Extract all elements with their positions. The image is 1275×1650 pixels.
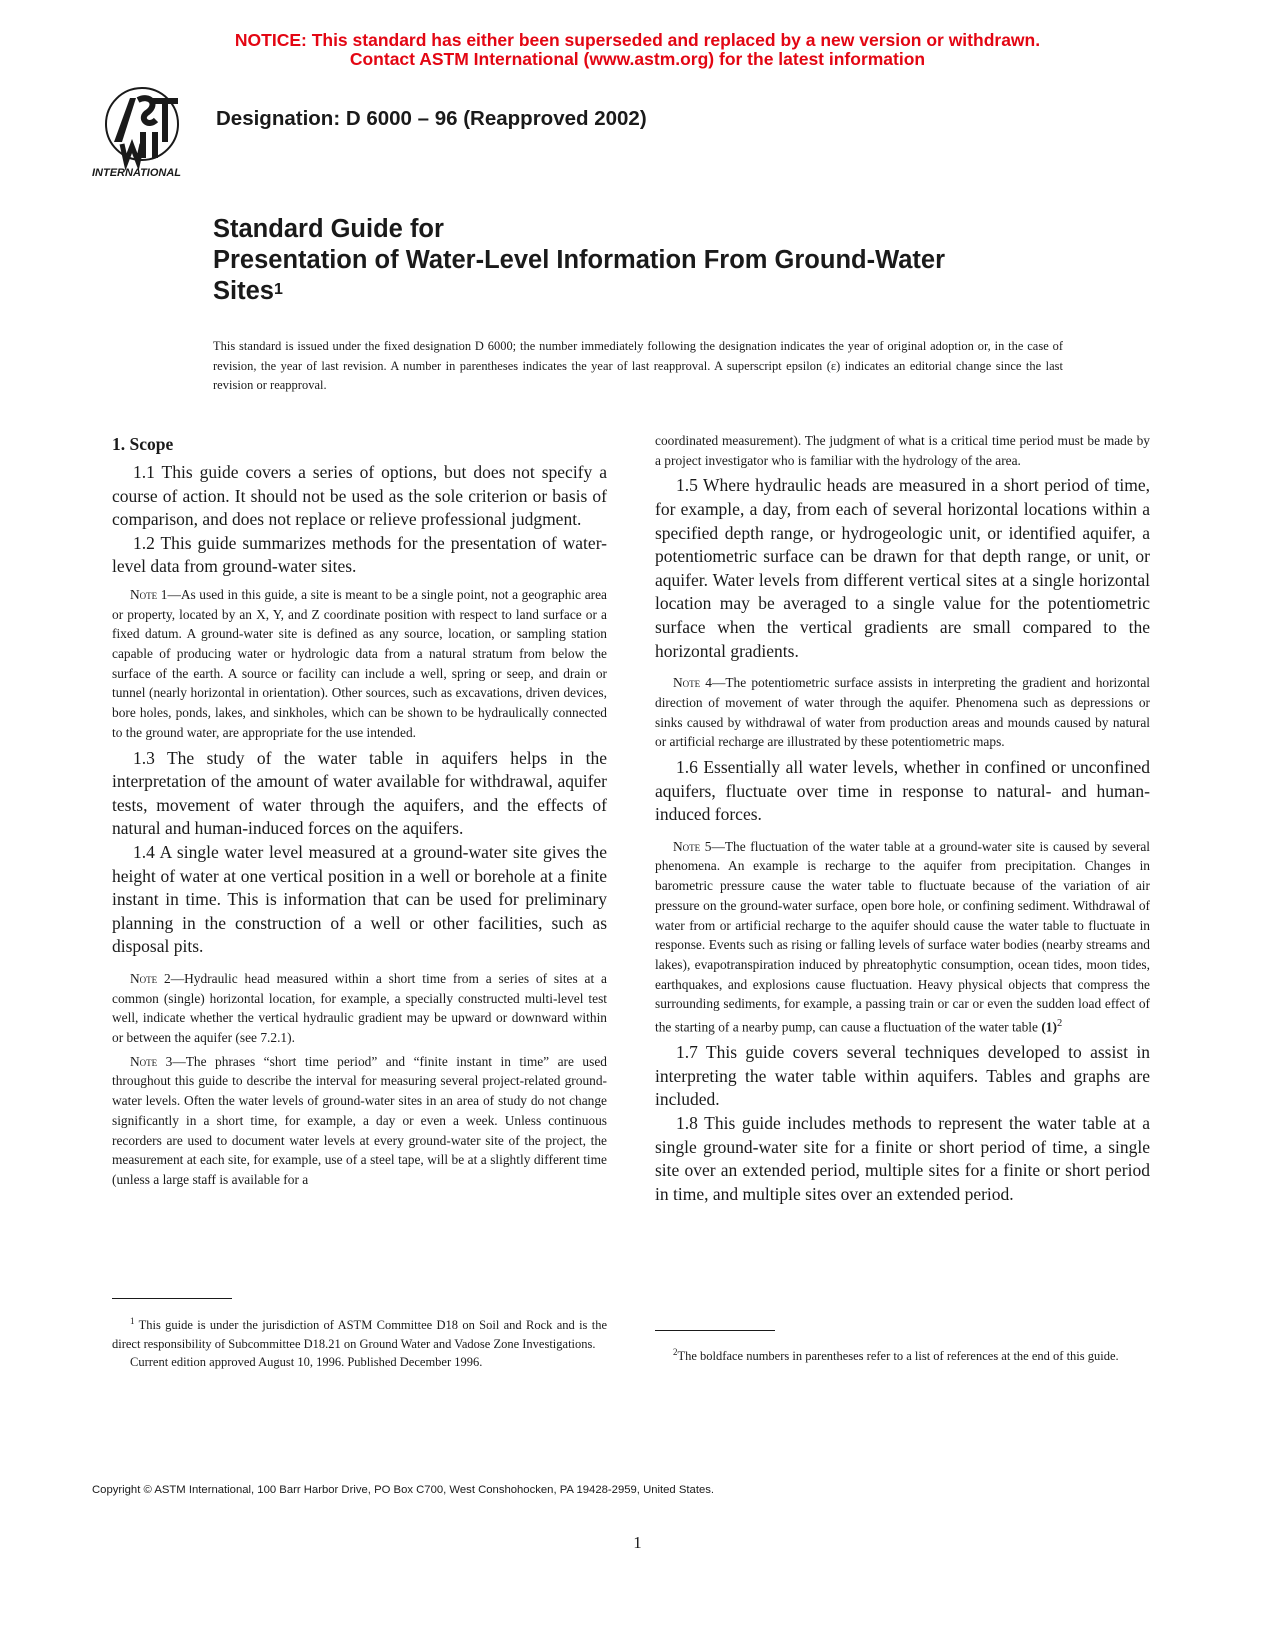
note-5	[655, 837, 1150, 1038]
note-1-label: Note 1	[130, 586, 168, 602]
page-number: 1	[633, 1533, 642, 1552]
paragraph-1-7: 1.7 This guide covers several techniques developed to assist in interpreting the water table within aquifers. Tables and graphs are included.	[655, 1042, 1150, 1110]
notice-banner	[0, 31, 1275, 69]
astm-logo-icon	[92, 84, 200, 180]
note-1-text: —As used in this guide, a site is meant to be a single point, not a geographic area or property, located by an X, Y, and Z coordinate position with respect to land surface or a fixed datum. A ground-water site is defined as any source, location, or sampling station capable of producing water or hydrologic data from a natural stratum from below the surface of the earth. A source or facility can include a well, spring or seep, and drain or tunnel (nearly horizontal in orientation). Other sources, such as excavations, driven devices, bore holes, ponds, lakes, and sinkholes, which can be shown to be hydraulically connected to the ground water, are appropriate for the use intended.	[112, 586, 607, 740]
note-3-text: —The phrases “short time period” and “finite instant in time” are used throughout this guide to describe the interval for measuring several project-related ground-water levels. Often the water levels of ground-water sites in an area of study do not change significantly in a short time, for example, a day or even a week. Unless continuous recorders are used to document water levels at every ground-water site of the project, the measurement at each site, for example, use of a steel tape, will be at a slightly different time (unless a large staff is available for a	[112, 1053, 607, 1187]
paragraph-1-1: 1.1 This guide covers a series of options, but does not specify a course of action. It should not be used as the sole criterion or basis of comparison, and does not replace or relieve professional judgment.	[112, 462, 607, 530]
note-4-label: Note 4	[673, 675, 712, 691]
note-5-footnote-mark: 2	[1056, 1018, 1063, 1030]
paragraph-1-3: 1.3 The study of the water table in aquifers helps in the interpretation of the amount of water available for withdrawal, aquifer tests, movement of water through the aquifers, and the effects of natural and human-induced forces on the aquifers.	[112, 747, 607, 839]
note-5-reference: (1)	[1041, 1019, 1057, 1035]
note-2	[112, 969, 607, 1048]
footnote-divider-right	[655, 1330, 775, 1331]
title-line-1: Standard Guide for	[213, 215, 444, 243]
title-line-3	[213, 276, 1193, 307]
designation: Designation: D 6000 – 96 (Reapproved 2002)	[216, 107, 647, 130]
footnote-2-text: The boldface numbers in parentheses refer to a list of references at the end of this guide.	[677, 1349, 1119, 1364]
copyright: Copyright © ASTM International, 100 Barr Harbor Drive, PO Box C700, West Conshohocken, PA 19428-2959, United States.	[92, 1484, 715, 1496]
title-footnote-mark: 1	[273, 281, 283, 298]
note-5-text: —The fluctuation of the water table at a ground-water site is caused by several phenomena. An example is recharge to the aquifer from precipitation. Changes in barometric pressure cause the water table to fluctuate because of the variation of air pressure on the ground-water surface, open bore hole, or confining sediment. Withdrawal of water from or artificial recharge to the aquifer should cause the water table to fluctuate in response. Events such as rising or falling levels of surface water bodies (nearby streams and lakes), evapotranspiration induced by phreatophytic consumption, ocean tides, moon tides, earthquakes, and explosions cause fluctuation. Heavy physical objects that compress the surrounding sediments, for example, a passing train or car or even the sudden load effect of the starting of a nearby pump, can cause a fluctuation of the water table	[655, 838, 1150, 1035]
footnote-1-text: This guide is under the jurisdiction of ASTM Committee D18 on Soil and Rock and is the direct responsibility of Subcommittee D18.21 on Ground Water and Vadose Zone Investigations.	[112, 1318, 607, 1351]
title-line-3-text: Sites	[213, 277, 274, 305]
note-1	[112, 585, 607, 743]
footnote-divider-left	[112, 1298, 232, 1299]
footnotes-right	[655, 1343, 1150, 1366]
paragraph-1-5: 1.5 Where hydraulic heads are measured in a short period of time, for example, a day, from each of several horizontal locations within a specified depth range, or hydrogeologic unit, or identified aquifer, a potentiometric surface can be drawn for that depth range, or unit, or aquifer. Water levels from different vertical sites at a single horizontal location may be averaged to a single value for the potentiometric surface when the vertical gradients are small compared to the horizontal gradients.	[655, 475, 1150, 661]
footnote-1	[112, 1312, 607, 1353]
footnote-2	[655, 1343, 1150, 1366]
paragraph-1-8: 1.8 This guide includes methods to represent the water table at a single ground-water site for a finite or short period of time, a single site over an extended period, multiple sites for a finite or short period in time, and multiple sites over an extended period.	[655, 1113, 1150, 1204]
notice-line-2: Contact ASTM International (www.astm.org) for the latest information	[349, 49, 926, 69]
logo-text: INTERNATIONAL	[92, 167, 182, 179]
note-3-label: Note 3	[130, 1053, 173, 1069]
issued-statement: This standard is issued under the fixed designation D 6000; the number immediately following the designation indicates the year of original adoption or, in the case of revision, the year of last revision. A number in parentheses indicates the year of last reapproval. A superscript epsilon (ε) indicates an editorial change since the last revision or reapproval.	[213, 339, 1063, 392]
footnote-1-mark: 1	[130, 1316, 135, 1326]
title-line-2: Presentation of Water-Level Information From Ground-Water	[213, 246, 945, 274]
note-5-label: Note 5	[673, 838, 712, 854]
left-column	[112, 433, 607, 1194]
page-title	[213, 214, 1193, 307]
footnote-2-mark: 2	[673, 1347, 678, 1357]
section-heading-scope: 1. Scope	[112, 434, 174, 454]
footnotes-left	[112, 1312, 607, 1372]
notice-line-1: NOTICE: This standard has either been superseded and replaced by a new version or withdrawn.	[234, 30, 1041, 50]
note-3	[112, 1052, 607, 1190]
right-column	[655, 431, 1150, 1206]
note-2-text: —Hydraulic head measured within a short time from a series of sites at a common (single) horizontal location, for example, a specially constructed multi-level test well, indicate whether the vertical hydraulic gradient may be upward or downward within or between the aquifer (see 7.2.1).	[112, 970, 607, 1046]
note-4	[655, 673, 1150, 752]
note-3-continued: coordinated measurement). The judgment of what is a critical time period must be made by a project investigator who is familiar with the hydrology of the area.	[655, 433, 1150, 468]
paragraph-1-2: 1.2 This guide summarizes methods for the presentation of water-level data from ground-water sites.	[112, 532, 607, 577]
note-2-label: Note 2	[130, 970, 171, 986]
note-4-text: —The potentiometric surface assists in interpreting the gradient and horizontal direction of movement of water through the aquifer. Phenomena such as depressions or sinks caused by withdrawal of water from production areas and mounds caused by natural or artificial recharge are illustrated by these potentiometric maps.	[655, 675, 1150, 750]
paragraph-1-6: 1.6 Essentially all water levels, whether in confined or unconfined aquifers, fluctuate over time in response to natural- and human-induced forces.	[655, 756, 1150, 825]
paragraph-1-4: 1.4 A single water level measured at a ground-water site gives the height of water at one vertical position in a well or borehole at a finite instant in time. This is information that can be used for preliminary planning in the construction of a well or other facilities, such as disposal pits.	[112, 841, 607, 957]
footnote-1-edition: Current edition approved August 10, 1996. Published December 1996.	[130, 1355, 483, 1370]
